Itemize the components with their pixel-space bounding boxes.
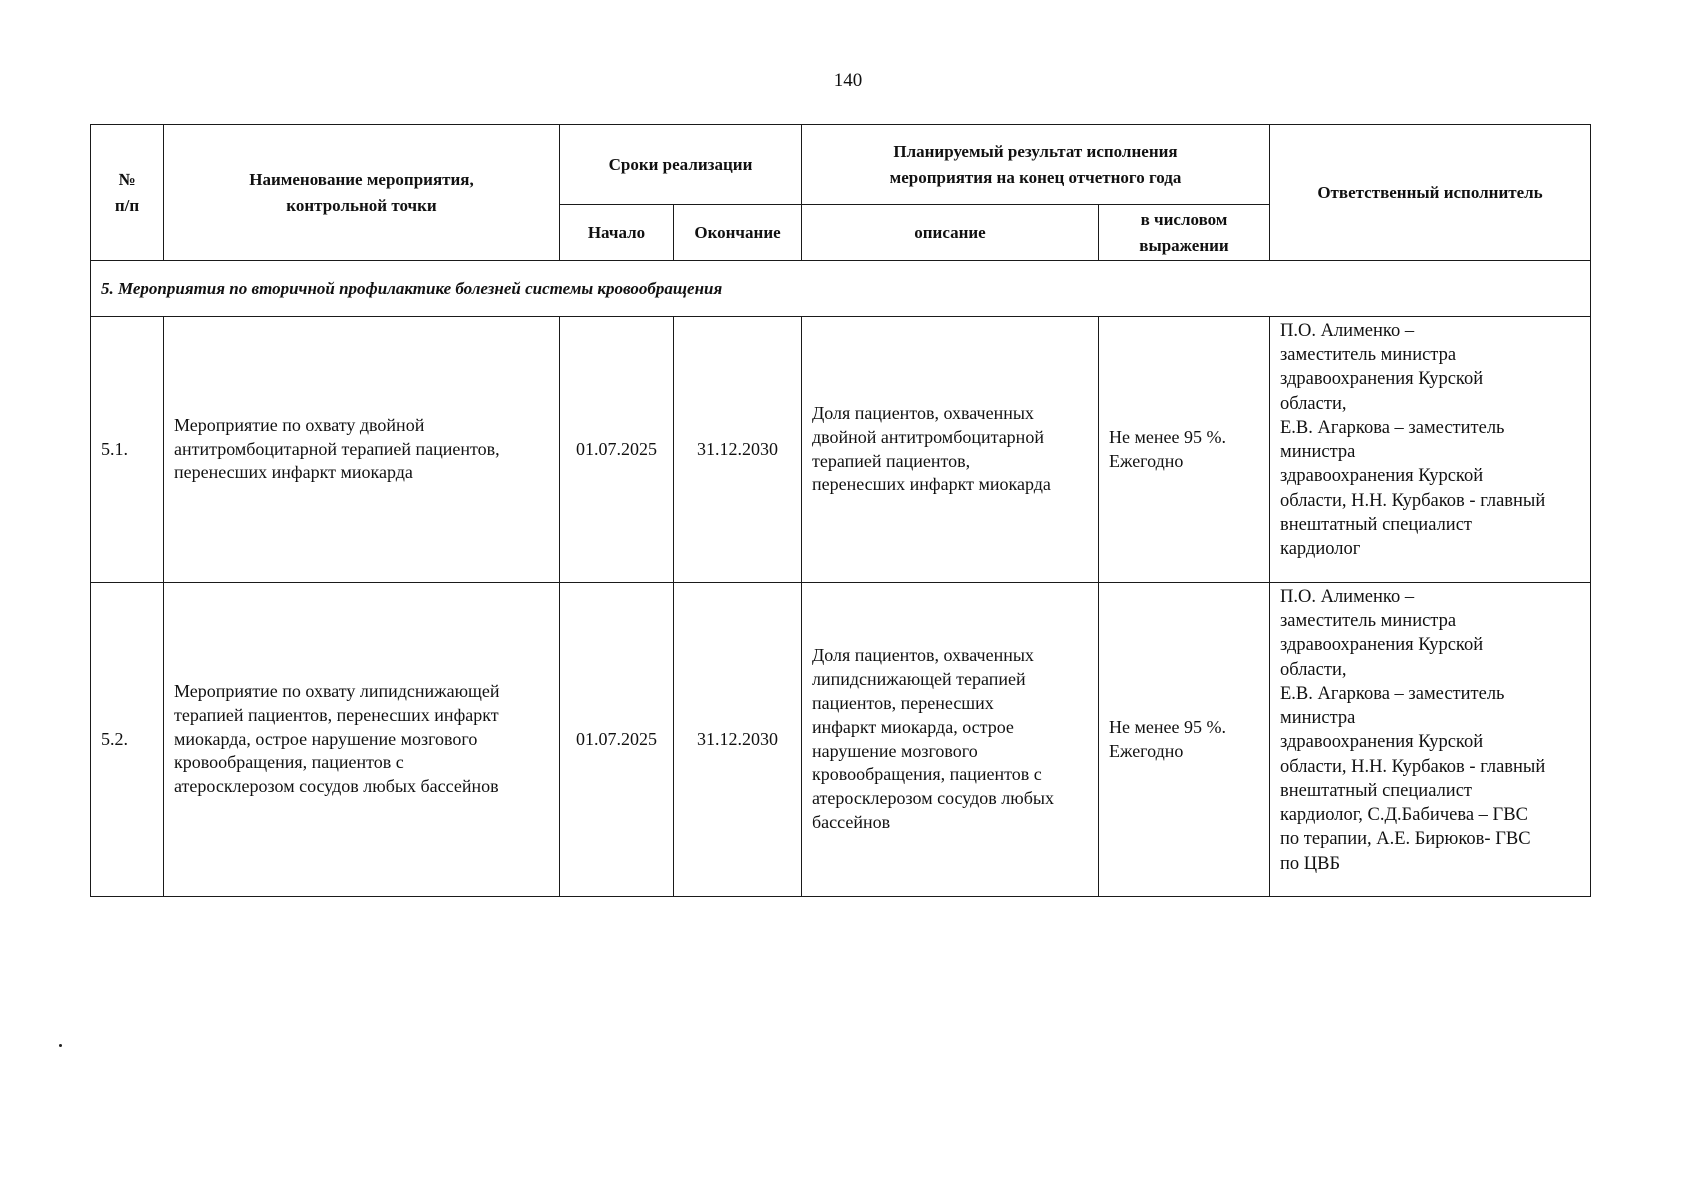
row-number: 5.1.	[91, 317, 164, 583]
row-start: 01.07.2025	[560, 583, 674, 897]
row-start: 01.07.2025	[560, 317, 674, 583]
section-row	[91, 261, 1591, 317]
header-start: Начало	[560, 205, 674, 261]
table-row	[91, 317, 1591, 583]
row-responsible: П.О. Алименко – заместитель министра здравоохранения Курской области, Е.В. Агаркова – заместитель министра здравоохранения Курской области, Н.Н. Курбаков - главный внештатный специалист кардиолог, С.Д.Бабичева – ГВС по терапии, А.Е. Бирюков- ГВС по ЦВБ	[1270, 583, 1591, 897]
header-responsible: Ответственный исполнитель	[1270, 125, 1591, 261]
activities-table	[90, 124, 1591, 897]
row-end: 31.12.2030	[674, 317, 802, 583]
header-name: Наименование мероприятия, контрольной точки	[164, 125, 560, 261]
row-numeric: Не менее 95 %. Ежегодно	[1099, 317, 1270, 583]
header-row-top	[91, 125, 1591, 205]
table-body	[91, 261, 1591, 897]
row-name: Мероприятие по охвату двойной антитромбоцитарной терапией пациентов, перенесших инфаркт миокарда	[164, 317, 560, 583]
header-planned-result: Планируемый результат исполнения мероприятия на конец отчетного года	[802, 125, 1270, 205]
row-end: 31.12.2030	[674, 583, 802, 897]
row-responsible: П.О. Алименко – заместитель министра здравоохранения Курской области, Е.В. Агаркова – заместитель министра здравоохранения Курской области, Н.Н. Курбаков - главный внештатный специалист кардиолог	[1270, 317, 1591, 583]
row-description: Доля пациентов, охваченных липидснижающей терапией пациентов, перенесших инфаркт миокарда, острое нарушение мозгового кровообращения, пациентов с атеросклерозом сосудов любых бассейнов	[802, 583, 1099, 897]
header-end: Окончание	[674, 205, 802, 261]
table-header	[91, 125, 1591, 261]
section-title: 5. Мероприятия по вторичной профилактике болезней системы кровообращения	[91, 261, 1591, 317]
row-description: Доля пациентов, охваченных двойной антитромбоцитарной терапией пациентов, перенесших инфаркт миокарда	[802, 317, 1099, 583]
page-number: 140	[833, 70, 863, 91]
header-numeric: в числовом выражении	[1099, 205, 1270, 261]
scan-speck	[59, 1044, 62, 1047]
table-row	[91, 583, 1591, 897]
header-number: № п/п	[91, 125, 164, 261]
header-timing: Сроки реализации	[560, 125, 802, 205]
row-name: Мероприятие по охвату липидснижающей терапией пациентов, перенесших инфаркт миокарда, острое нарушение мозгового кровообращения, пациентов с атеросклерозом сосудов любых бассейнов	[164, 583, 560, 897]
row-number: 5.2.	[91, 583, 164, 897]
row-numeric: Не менее 95 %. Ежегодно	[1099, 583, 1270, 897]
header-description: описание	[802, 205, 1099, 261]
